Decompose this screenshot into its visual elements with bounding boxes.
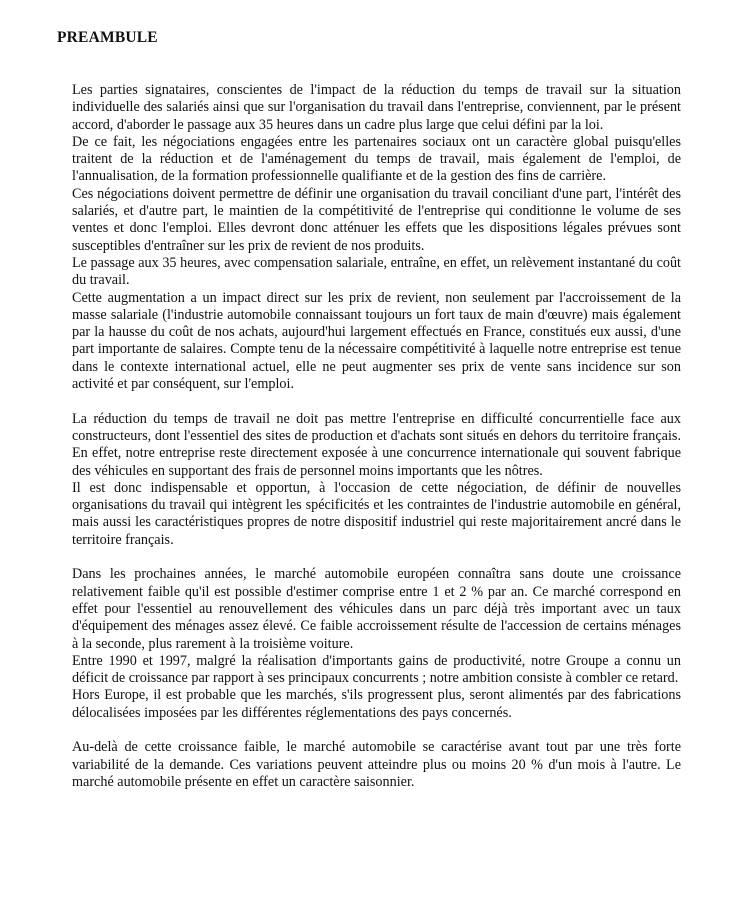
paragraph: Dans les prochaines années, le marché automobile européen connaîtra sans doute une croissance relativement faible qu'il est possible d'estimer comprise entre 1 et 2 % par an. Ce marché correspond en effet pour l'essentiel au renouvellement des véhicules dans un parc déjà très important avec un taux d'équipement des ménages assez élevé. Ce faible accroissement résulte de l'accession de certains ménages à la seconde, plus rarement à la troisième voiture.: [72, 566, 681, 652]
paragraph: Hors Europe, il est probable que les marchés, s'ils progressent plus, seront alimentés par des fabrications délocalisées imposées par les différentes réglementations des pays concernés.: [72, 687, 681, 721]
paragraph: Le passage aux 35 heures, avec compensation salariale, entraîne, en effet, un relèvement instantané du coût du travail.: [72, 254, 681, 289]
paragraph: Entre 1990 et 1997, malgré la réalisation d'importants gains de productivité, notre Groupe a connu un déficit de croissance par rapport à ses principaux concurrents ; notre ambition consiste à combler ce retard.: [72, 652, 681, 687]
paragraph: Il est donc indispensable et opportun, à l'occasion de cette négociation, de définir de nouvelles organisations du travail qui intègrent les spécificités et les contraintes de l'industrie automobile en général, mais aussi les caractéristiques propres de notre dispositif industriel qui reste majoritairement ancré dans le territoire français.: [72, 479, 681, 548]
paragraph: De ce fait, les négociations engagées entre les partenaires sociaux ont un caractère global puisqu'elles traitent de la réduction et de l'aménagement du temps de travail, mais également de l'emploi, de l'annualisation, de la formation professionnelle qualifiante et de la gestion des fins de carrière.: [72, 133, 681, 185]
paragraph: Ces négociations doivent permettre de définir une organisation du travail conciliant d'une part, l'intérêt des salariés, et d'autre part, le maintien de la compétitivité de l'entreprise qui conditionne le volume de ses ventes et donc l'emploi. Elles devront donc atténuer les effets que les dispositions légales prévues sont susceptibles d'entraîner sur les prix de revient de nos produits.: [72, 185, 681, 254]
section-heading: PREAMBULE: [57, 29, 158, 46]
paragraph: Cette augmentation a un impact direct sur les prix de revient, non seulement par l'accroissement de la masse salariale (l'industrie automobile connaissant toujours un fort taux de main d'œuvre) mais également par la hausse du coût de nos achats, aujourd'hui largement effectués en France, constitués eux aussi, d'une part importante de salaires. Compte tenu de la nécessaire compétitivité à laquelle notre entreprise est tenue dans le contexte international actuel, elle ne peut augmenter ses prix de vente sans incidence sur son activité et par conséquent, sur l'emploi.: [72, 289, 681, 393]
preamble-body: [72, 82, 681, 791]
paragraph: La réduction du temps de travail ne doit pas mettre l'entreprise en difficulté concurrentielle face aux constructeurs, dont l'essentiel des sites de production et d'achats sont situés en dehors du territoire français. En effet, notre entreprise reste directement exposée à une concurrence internationale qui souvent fabrique des véhicules en supportant des frais de personnel moins importants que les nôtres.: [72, 410, 681, 479]
paragraph: Au-delà de cette croissance faible, le marché automobile se caractérise avant tout par une très forte variabilité de la demande. Ces variations peuvent atteindre plus ou moins 20 % d'un mois à l'autre. Le marché automobile présente en effet un caractère saisonnier.: [72, 739, 681, 790]
paragraph: Les parties signataires, conscientes de l'impact de la réduction du temps de travail sur la situation individuelle des salariés ainsi que sur l'organisation du travail dans l'entreprise, conviennent, par le présent accord, d'aborder le passage aux 35 heures dans un cadre plus large que celui défini par la loi.: [72, 82, 681, 133]
